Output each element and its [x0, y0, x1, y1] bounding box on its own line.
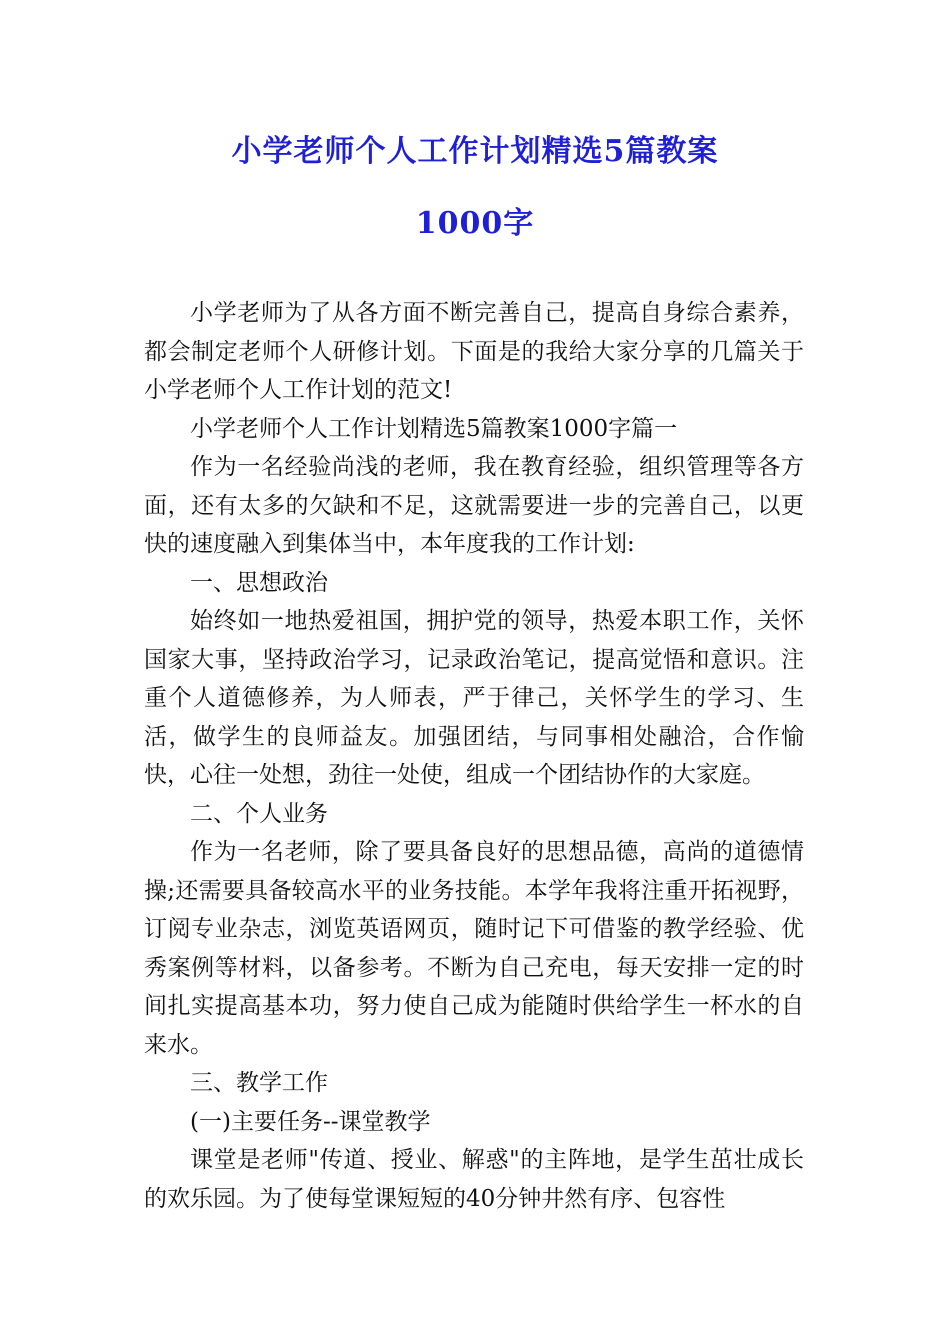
paragraph-classroom: 课堂是老师"传道、授业、解惑"的主阵地，是学生茁壮成长的欢乐园。为了使每堂课短短的40分钟井然有序、包容性 — [144, 1147, 804, 1212]
paragraph-intro: 小学老师为了从各方面不断完善自己，提高自身综合素养，都会制定老师个人研修计划。下面是的我给大家分享的几篇关于小学老师个人工作计划的范文! — [144, 300, 804, 403]
section-heading-politics: 一、思想政治 — [190, 569, 328, 596]
paragraph-business: 作为一名老师，除了要具备良好的思想品德，高尚的道德情操;还需要具备较高水平的业务技能。本学年我将注重开拓视野，订阅专业杂志，浏览英语网页，随时记下可借鉴的教学经验、优秀案例等材料，以备参考。不断为自己充电，每天安排一定的时间扎实提高基本功，努力使自己成为能随时供给学生一杯水的自来水。 — [144, 839, 804, 1058]
paragraph-subtitle: 小学老师个人工作计划精选5篇教案1000字篇一 — [190, 415, 678, 442]
subsection-heading-classroom: (一)主要任务--课堂教学 — [190, 1108, 431, 1135]
paragraph-politics: 始终如一地热爱祖国，拥护党的领导，热爱本职工作，关怀国家大事，坚持政治学习，记录政治笔记，提高觉悟和意识。注重个人道德修养，为人师表，严于律己，关怀学生的学习、生活，做学生的良师益友。加强团结，与同事相处融洽，合作愉快，心往一处想，劲往一处使，组成一个团结协作的大家庭。 — [144, 608, 804, 788]
paragraph-plan-intro: 作为一名经验尚浅的老师，我在教育经验，组织管理等各方面，还有太多的欠缺和不足，这就需要进一步的完善自己，以更快的速度融入到集体当中，本年度我的工作计划: — [144, 454, 804, 557]
document-title-line-2: 1000字 — [415, 206, 535, 241]
document-body — [144, 294, 804, 1218]
document-title-line-1: 小学老师个人工作计划精选5篇教案 — [231, 134, 719, 169]
section-heading-business: 二、个人业务 — [190, 800, 328, 827]
section-heading-teaching: 三、教学工作 — [190, 1070, 328, 1096]
